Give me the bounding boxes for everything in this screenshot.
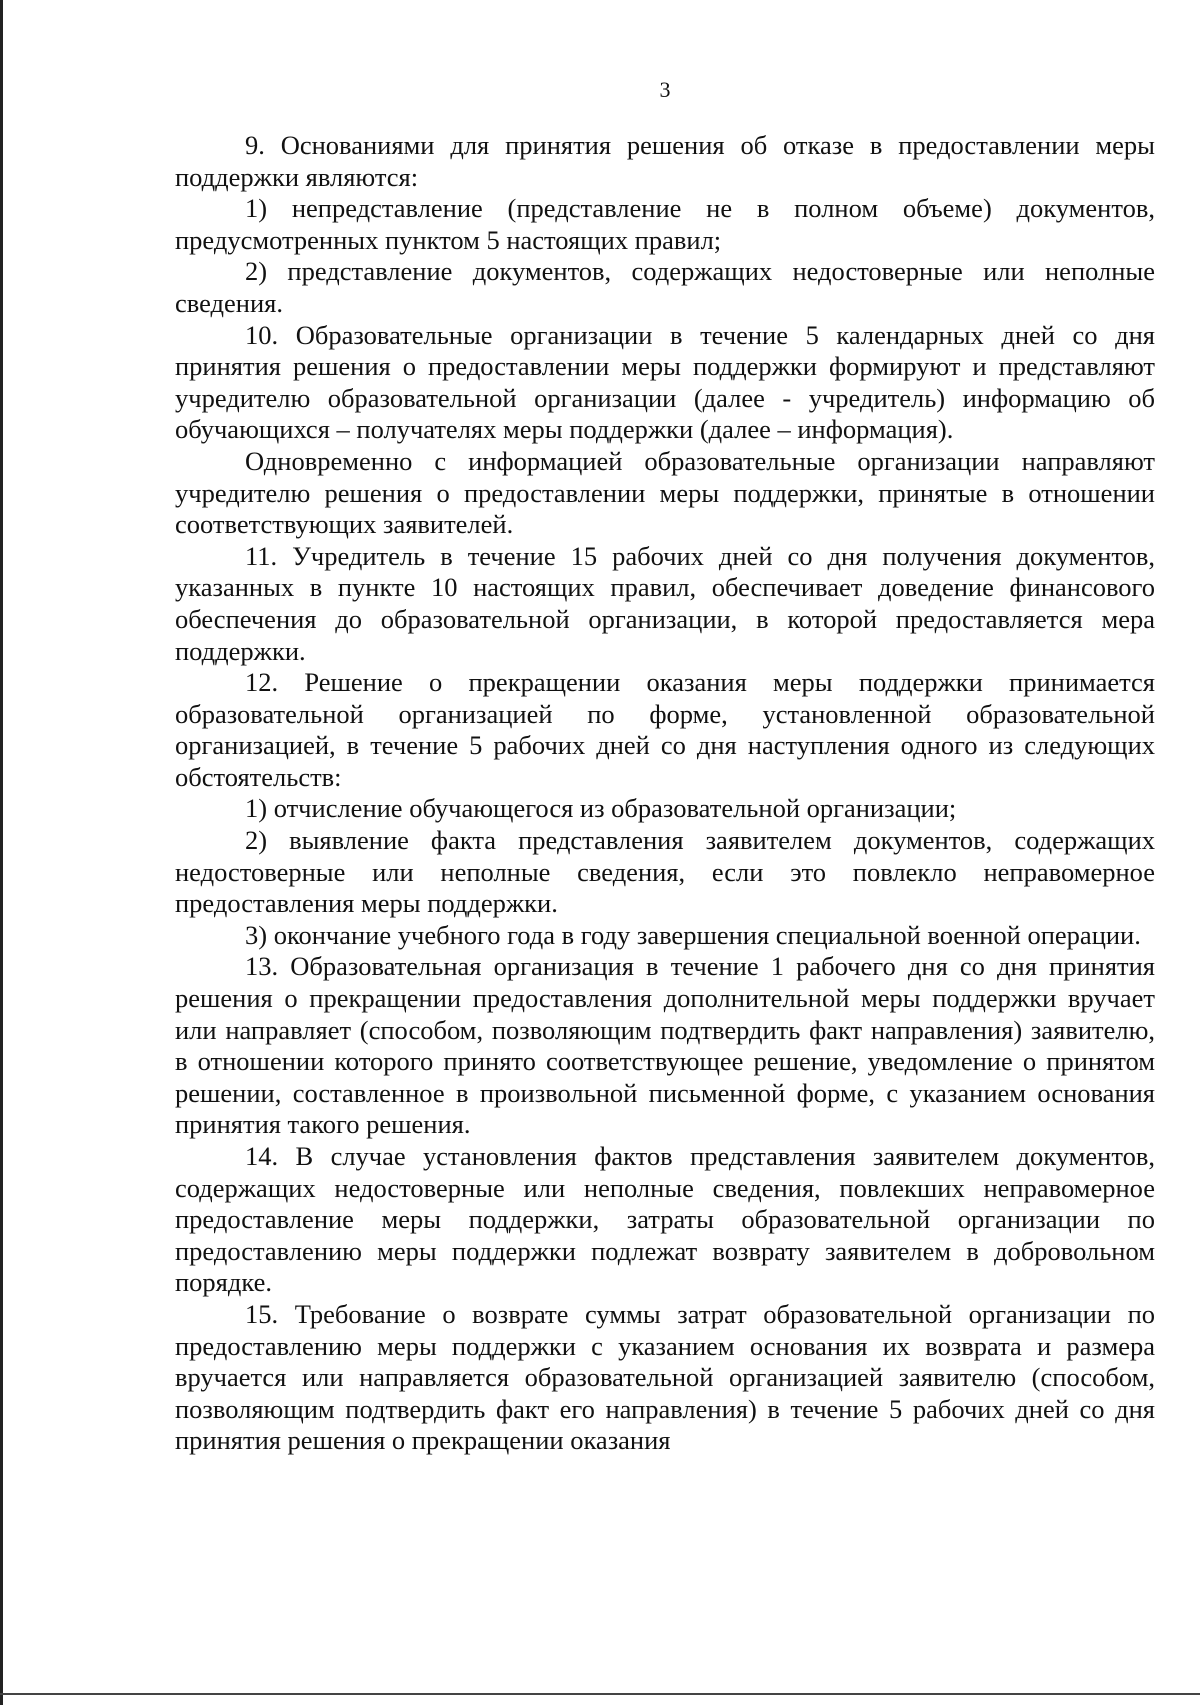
paragraph-12-item-1: 1) отчисление обучающегося из образовательной организации; (245, 793, 957, 824)
paragraph-9-item-1: 1) непредставление (представление не в полном объеме) документов, предусмотренных пунктом 5 настоящих правил; (175, 193, 1155, 255)
paragraph-11: 11. Учредитель в течение 15 рабочих дней со дня получения документов, указанных в пункте 10 настоящих правил, обеспечивает доведение финансового обеспечения до образовательной организации, в которой предоставляется мера поддержки. (175, 540, 1155, 666)
paragraph-15: 15. Требование о возврате суммы затрат образовательной организации по предоставлению меры поддержки с указанием основания их возврата и размера вручается или направляется образовательной организацией заявителю (способом, позволяющим подтвердить факт его направления) в течение 5 рабочих дней со дня принятия решения о прекращении оказания (175, 1298, 1155, 1456)
paragraph-10-continued: Одновременно с информацией образовательные организации направляют учредителю решения о предоставлении меры поддержки, принятые в отношении соответствующих заявителей. (175, 445, 1155, 540)
paragraph-12-item-2: 2) выявление факта представления заявителем документов, содержащих недостоверные или неполные сведения, если это повлекло неправомерное предоставления меры поддержки. (175, 825, 1155, 919)
page-left-edge (0, 0, 3, 1705)
page-bottom-edge (0, 1693, 1200, 1695)
paragraph-12-item-3: 3) окончание учебного года в году завершения специальной военной операции. (245, 919, 1141, 950)
paragraph-9-item-2: 2) представление документов, содержащих недостоверные или неполные сведения. (175, 256, 1155, 318)
paragraph-14: 14. В случае установления фактов представления заявителем документов, содержащих недостоверные или неполные сведения, повлекших неправомерное предоставление меры поддержки, затраты образовательной организации по предоставлению меры поддержки подлежат возврату заявителем в добровольном порядке. (175, 1141, 1155, 1298)
document-body (175, 130, 1155, 1457)
paragraph-10: 10. Образовательные организации в течение 5 календарных дней со дня принятия решения о предоставлении меры поддержки формируют и представляют учредителю образовательной организации (далее - учредитель) информацию об обучающихся – получателях меры поддержки (далее – информация). (175, 319, 1155, 445)
paragraph-12: 12. Решение о прекращении оказания меры поддержки принимается образовательной организацией по форме, установленной образовательной организацией, в течение 5 рабочих дней со дня наступления одного из следующих обстоятельств: (175, 667, 1155, 792)
paragraph-13: 13. Образовательная организация в течение 1 рабочего дня со дня принятия решения о прекращении предоставления дополнительной меры поддержки вручает или направляет (способом, позволяющим подтвердить факт направления) заявителю, в отношении которого принято соответствующее решение, уведомление о принятом решении, составленное в произвольной письменной форме, с указанием основания принятия такого решения. (175, 951, 1155, 1140)
page-number: 3 (659, 77, 671, 102)
paragraph-9: 9. Основаниями для принятия решения об отказе в предоставлении меры поддержки являются: (175, 130, 1155, 192)
